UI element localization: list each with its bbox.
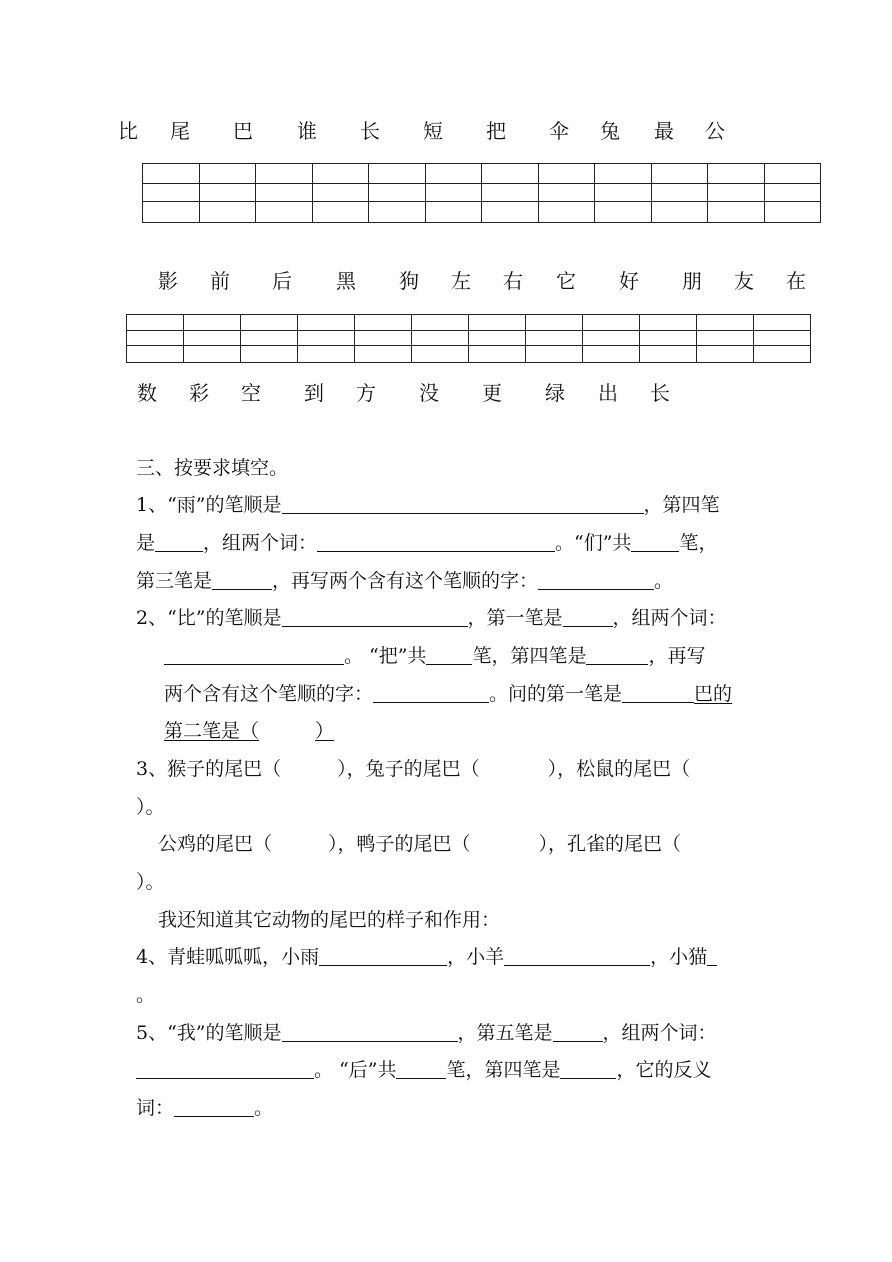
grid-cell[interactable] xyxy=(199,202,256,223)
grid-cell[interactable] xyxy=(412,331,469,345)
grid-cell[interactable] xyxy=(583,315,640,331)
q3-line-2: ）。 xyxy=(136,796,165,818)
grid-cell[interactable] xyxy=(184,331,241,345)
grid-cell[interactable] xyxy=(526,331,583,345)
grid-cell[interactable] xyxy=(312,164,369,184)
char: 彩 xyxy=(189,381,209,405)
answer-blank[interactable] xyxy=(560,1060,616,1079)
answer-blank[interactable] xyxy=(373,684,489,703)
q3-line-4: ）。 xyxy=(136,871,165,893)
grid-cell[interactable] xyxy=(412,315,469,331)
grid-cell[interactable] xyxy=(708,184,765,202)
q3-line-5: 我还知道其它动物的尾巴的样子和作用： xyxy=(158,909,501,931)
char: 把 xyxy=(486,119,506,143)
answer-blank[interactable] xyxy=(282,608,468,627)
grid-cell[interactable] xyxy=(697,345,754,362)
char: 友 xyxy=(734,269,754,293)
grid-cell[interactable] xyxy=(298,315,355,331)
grid-cell[interactable] xyxy=(241,315,298,331)
char: 最 xyxy=(654,119,674,143)
answer-blank[interactable] xyxy=(707,947,717,966)
char: 到 xyxy=(304,381,324,405)
answer-blank[interactable] xyxy=(586,646,648,665)
grid-cell[interactable] xyxy=(241,345,298,362)
grid-cell[interactable] xyxy=(469,315,526,331)
grid-cell[interactable] xyxy=(482,164,539,184)
grid-cell[interactable] xyxy=(526,315,583,331)
grid-cell[interactable] xyxy=(369,164,426,184)
answer-blank[interactable] xyxy=(164,646,344,665)
answer-blank[interactable] xyxy=(538,571,654,590)
grid-cell[interactable] xyxy=(697,331,754,345)
grid-cell[interactable] xyxy=(199,184,256,202)
grid-cell[interactable] xyxy=(369,202,426,223)
char: 数 xyxy=(137,381,157,405)
q3-line-3: 公鸡的尾巴（ ），鸭子的尾巴（ ），孔雀的尾巴（ xyxy=(158,833,682,855)
answer-blank[interactable] xyxy=(622,684,694,703)
char: 狗 xyxy=(399,269,419,293)
grid-cell[interactable] xyxy=(764,184,821,202)
writing-grid-2 xyxy=(126,314,811,363)
char: 后 xyxy=(272,269,292,293)
char: 右 xyxy=(503,269,523,293)
grid-cell[interactable] xyxy=(754,345,811,362)
char: 谁 xyxy=(297,119,317,143)
char: 好 xyxy=(619,269,639,293)
answer-blank[interactable] xyxy=(319,947,447,966)
grid-cell[interactable] xyxy=(256,184,313,202)
grid-cell[interactable] xyxy=(412,345,469,362)
grid-cell[interactable] xyxy=(538,164,595,184)
grid-cell[interactable] xyxy=(143,184,200,202)
grid-cell[interactable] xyxy=(754,315,811,331)
char: 前 xyxy=(210,269,230,293)
grid-cell[interactable] xyxy=(241,331,298,345)
char: 它 xyxy=(556,269,576,293)
char: 短 xyxy=(423,119,443,143)
grid-cell[interactable] xyxy=(425,164,482,184)
grid-cell[interactable] xyxy=(640,315,697,331)
grid-cell[interactable] xyxy=(184,345,241,362)
grid-cell[interactable] xyxy=(199,164,256,184)
grid-cell[interactable] xyxy=(595,164,652,184)
grid-cell[interactable] xyxy=(526,345,583,362)
writing-grid-1 xyxy=(142,163,821,223)
char: 方 xyxy=(356,381,376,405)
char: 长 xyxy=(650,381,670,405)
grid-cell[interactable] xyxy=(651,164,708,184)
q2-line-1: 2、“比”的笔顺是 ，第一笔是 ，组两个词： xyxy=(136,607,727,629)
char: 黑 xyxy=(336,269,356,293)
char: 朋 xyxy=(682,269,702,293)
q2-line-4: 第二笔是（ ） xyxy=(164,720,335,742)
q4-line-1: 4、青蛙呱呱呱，小雨 ，小羊 ，小猫 xyxy=(136,945,717,969)
grid-cell[interactable] xyxy=(764,202,821,223)
q5-line-1: 5、“我”的笔顺是 ，第五笔是 ，组两个词： xyxy=(136,1022,717,1044)
grid-cell[interactable] xyxy=(425,184,482,202)
q1-line-1: 1、“雨”的笔顺是 ，第四笔 xyxy=(136,494,720,516)
grid-cell[interactable] xyxy=(143,202,200,223)
grid-cell[interactable] xyxy=(369,184,426,202)
grid-cell[interactable] xyxy=(595,202,652,223)
answer-blank[interactable] xyxy=(631,533,679,552)
char: 没 xyxy=(419,381,439,405)
answer-blank[interactable] xyxy=(563,608,613,627)
answer-blank[interactable] xyxy=(136,1060,314,1079)
grid-cell[interactable] xyxy=(127,345,184,362)
q5-line-2: 。 “后”共 笔，第四笔是 ，它的反义 xyxy=(136,1058,712,1082)
grid-cell[interactable] xyxy=(651,184,708,202)
grid-cell[interactable] xyxy=(583,331,640,345)
grid-cell[interactable] xyxy=(312,202,369,223)
grid-cell[interactable] xyxy=(697,315,754,331)
grid-cell[interactable] xyxy=(640,331,697,345)
grid-cell[interactable] xyxy=(708,202,765,223)
grid-cell[interactable] xyxy=(355,315,412,331)
answer-blank[interactable] xyxy=(504,947,650,966)
section-title: 三、按要求填空。 xyxy=(136,457,289,479)
grid-cell[interactable] xyxy=(595,184,652,202)
answer-blank[interactable] xyxy=(282,495,644,514)
grid-cell[interactable] xyxy=(583,345,640,362)
q2-line-2: 。 “把”共 笔，第四笔是 ，再写 xyxy=(164,644,706,668)
char: 比 xyxy=(118,119,138,143)
grid-cell[interactable] xyxy=(469,345,526,362)
grid-cell[interactable] xyxy=(425,202,482,223)
grid-cell[interactable] xyxy=(143,164,200,184)
grid-cell[interactable] xyxy=(708,164,765,184)
grid-cell[interactable] xyxy=(256,202,313,223)
q1-line-2: 是 ，组两个词： 。“们”共 笔， xyxy=(136,532,718,554)
grid-cell[interactable] xyxy=(355,331,412,345)
grid-cell[interactable] xyxy=(538,184,595,202)
grid-cell[interactable] xyxy=(355,345,412,362)
char: 影 xyxy=(158,269,178,293)
grid-cell[interactable] xyxy=(754,331,811,345)
answer-blank[interactable] xyxy=(396,1060,446,1079)
char: 伞 xyxy=(549,119,569,143)
answer-blank[interactable] xyxy=(212,571,272,590)
answer-blank[interactable] xyxy=(282,1023,458,1042)
q2-line-3: 两个含有这个笔顺的字： 。问的第一笔是 巴的 xyxy=(164,683,733,705)
grid-cell[interactable] xyxy=(127,331,184,345)
q1-line-3: 第三笔是 ，再写两个含有这个笔顺的字： 。 xyxy=(136,570,674,592)
char: 在 xyxy=(786,269,806,293)
grid-cell[interactable] xyxy=(482,202,539,223)
answer-blank[interactable] xyxy=(426,646,472,665)
grid-cell[interactable] xyxy=(184,315,241,331)
grid-cell[interactable] xyxy=(469,331,526,345)
grid-cell[interactable] xyxy=(764,164,821,184)
char: 绿 xyxy=(545,381,565,405)
char: 左 xyxy=(451,269,471,293)
q4-line-2: 。 xyxy=(136,984,156,1006)
q3-line-1: 3、猴子的尾巴（ ），兔子的尾巴（ ），松鼠的尾巴（ xyxy=(136,758,691,780)
char: 更 xyxy=(482,381,502,405)
answer-blank[interactable] xyxy=(155,533,203,552)
grid-cell[interactable] xyxy=(651,202,708,223)
answer-blank[interactable] xyxy=(553,1023,603,1042)
char: 巴 xyxy=(233,119,253,143)
q5-line-3: 词： 。 xyxy=(136,1097,274,1119)
char: 空 xyxy=(241,381,261,405)
char: 出 xyxy=(598,381,618,405)
grid-cell[interactable] xyxy=(312,184,369,202)
grid-cell[interactable] xyxy=(298,331,355,345)
answer-blank[interactable] xyxy=(174,1098,254,1117)
grid-cell[interactable] xyxy=(538,202,595,223)
grid-cell[interactable] xyxy=(482,184,539,202)
grid-cell[interactable] xyxy=(127,315,184,331)
char: 兔 xyxy=(600,119,620,143)
char: 长 xyxy=(360,119,380,143)
grid-cell[interactable] xyxy=(640,345,697,362)
answer-blank[interactable] xyxy=(317,533,555,552)
grid-cell[interactable] xyxy=(256,164,313,184)
grid-cell[interactable] xyxy=(298,345,355,362)
char: 公 xyxy=(705,119,725,143)
char: 尾 xyxy=(170,119,190,143)
